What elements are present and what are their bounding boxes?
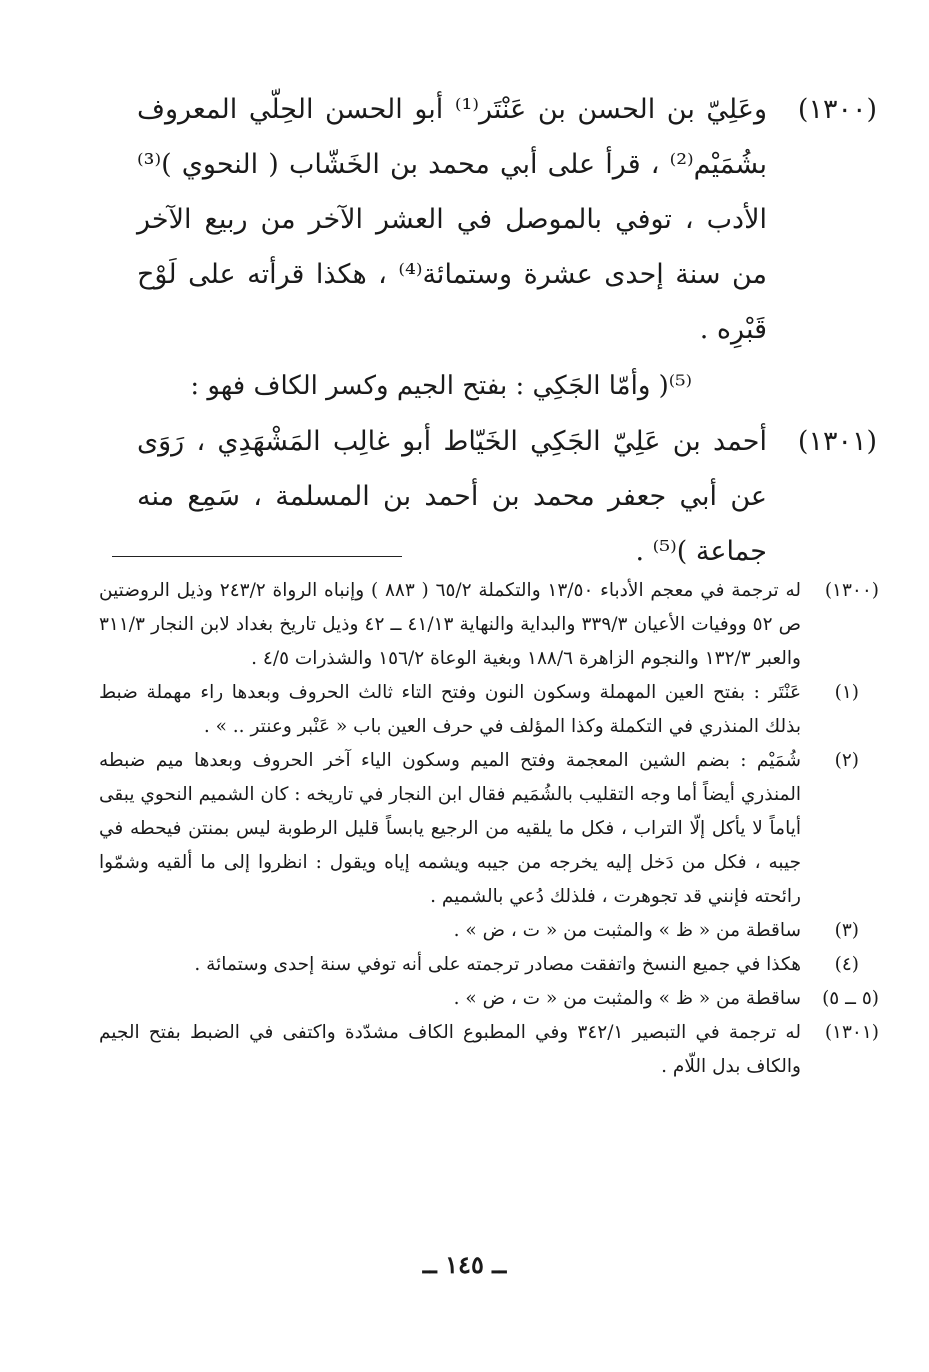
entry-1301	[137, 414, 877, 579]
footnote-number: (١٣٠١)	[824, 1022, 879, 1043]
page-number: ــ ١٤٥ ــ	[422, 1250, 507, 1279]
main-text	[137, 82, 877, 579]
footnote-text: ساقطة من « ظ » والمثبت من « ت ، ض » .	[453, 920, 801, 941]
footnote-1	[99, 676, 879, 744]
footnote-source-1300	[99, 574, 879, 676]
footnote-number: (١)	[834, 682, 859, 703]
footnote-text: شُمَيْم : بضم الشين المعجمة وفتح الميم وسكون الياء آخر الحروف وبعدها ميم ضبطه المنذري أيضاً أما وجه التقليب بالشُمَيم فقال ابن النجار في تاريخه : كان الشميم النحوي يبقى أياماً لا يأكل إلّا التراب ، فكل ما يلقيه من الرجيع يابساً قليل الرطوبة ليس بمنتن فيحطه في جيبه ، فكل من دَخل إليه يخرجه من جيبه ويشمه إياه ويقول : انظروا إلى ما ألقيه وشمّوا رائحته فإنني قد تجوهرت ، فلذلك دُعي بالشميم .	[99, 750, 801, 907]
footnote-5	[99, 982, 879, 1016]
entry-1300	[137, 82, 877, 357]
footnote-number: (٣)	[834, 920, 859, 941]
footnote-number: (٤)	[834, 954, 859, 975]
entry-text: أحمد بن عَلِيّ الجَكِي الخَيّاط أبو غالِب المَشْهَدِي ، رَوَى عن أبي جعفر محمد بن أحمد بن المسلمة ، سَمِع منه جماعة )⁽⁵⁾ .	[137, 426, 767, 567]
footnote-text: ساقطة من « ظ » والمثبت من « ت ، ض » .	[453, 988, 801, 1009]
section-heading: ⁽⁵⁾( وأمّا الجَكِي : بفتح الجيم وكسر الكاف فهو :	[190, 371, 692, 401]
footnote-text: له ترجمة في التبصير ٣٤٢/١ وفي المطبوع الكاف مشدّدة واكتفى في الضبط بفتح الجيم والكاف بدل اللّام .	[99, 1022, 801, 1077]
footnote-separator	[112, 556, 402, 557]
footnote-3	[99, 914, 879, 948]
footnote-number: (٢)	[834, 750, 859, 771]
footnote-source-1301	[99, 1016, 879, 1084]
entry-number: (١٣٠١)	[797, 426, 877, 457]
footnote-text: له ترجمة في معجم الأدباء ١٣/٥٠ والتكملة ٦٥/٢ ( ٨٨٣ ) وإنباه الرواة ٢٤٣/٢ وذيل الروضتين ص ٥٢ ووفيات الأعيان ٣٣٩/٣ والبداية والنهاية ٤١/١٣ ــ ٤٢ وذيل تاريخ بغداد لابن النجار ٣١١/٣ والعبر ١٣٢/٣ والنجوم الزاهرة ١٨٨/٦ وبغية الوعاة ١٥٦/٢ والشذرات ٤/٥ .	[99, 580, 802, 669]
entry-number: (١٣٠٠)	[797, 94, 877, 125]
footnotes	[99, 574, 879, 1084]
footnote-2	[99, 744, 879, 914]
footnote-text: عَنْتَر : بفتح العين المهملة وسكون النون وفتح التاء ثالث الحروف وبعدها راء مهملة ضبط بذلك المنذري في التكملة وكذا المؤلف في حرف العين باب « عَنْبر وعنتر .. » .	[99, 682, 801, 737]
footnote-number: (٥ ــ ٥)	[822, 988, 879, 1009]
footnote-text: هكذا في جميع النسخ واتفقت مصادر ترجمته على أنه توفي سنة إحدى وستمائة .	[194, 954, 801, 975]
footnote-4	[99, 948, 879, 982]
footnote-number: (١٣٠٠)	[824, 580, 879, 601]
entry-text: وعَلِيّ بن الحسن بن عَنْتَر⁽¹⁾ أبو الحسن الحِلّي المعروف بشُمَيْم⁽²⁾ ، قرأ على أبي محمد بن الخَشّاب ( النحوي )⁽³⁾ الأدب ، توفي بالموصل في العشر الآخر من ربيع الآخر من سنة إحدى عشرة وستمائة⁽⁴⁾ ، هكذا قرأته على لَوْح قَبْرِه .	[137, 94, 767, 345]
